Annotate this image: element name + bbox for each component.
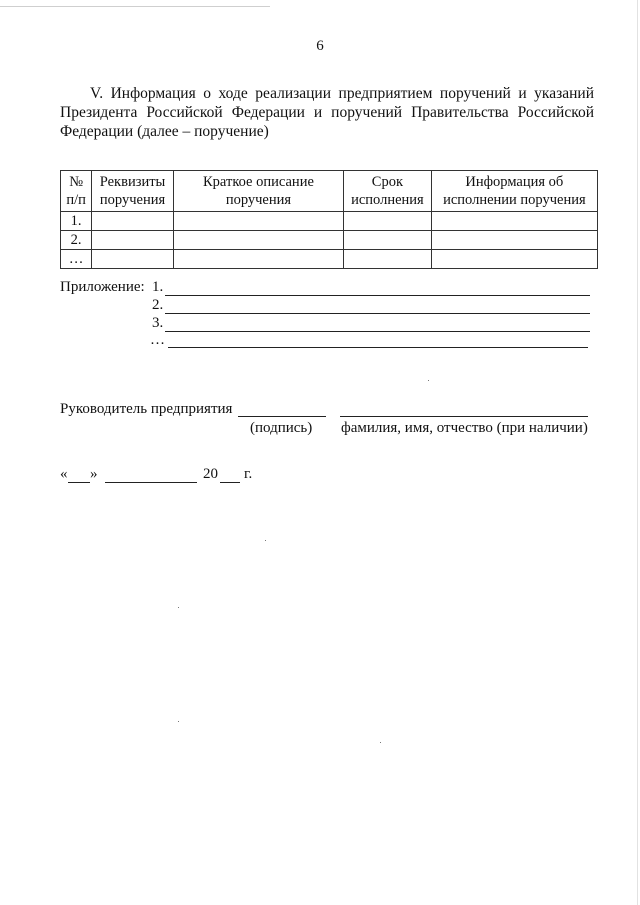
cell-description[interactable] [173,231,343,250]
table-header-row [61,171,598,212]
annex-item-number: 3. [152,315,164,331]
date-year-prefix: 20 [203,466,218,482]
scan-artifact-line [0,6,270,7]
annex-label: Приложение: [60,279,145,295]
cell-description[interactable] [173,212,343,231]
date-year-suffix: г. [244,466,253,482]
table-row [61,250,598,269]
date-open-quote: « [60,466,68,482]
annex-item-line[interactable] [165,331,590,332]
header-description: Краткое описание поручения [173,171,343,212]
date-day-line[interactable] [68,482,90,483]
annex-item-number: 1. [152,279,164,295]
table-row [61,212,598,231]
scan-speck [428,380,429,381]
annex-item-line[interactable] [165,313,590,314]
annex-item-number: 2. [152,297,164,313]
date-year-line[interactable] [220,482,240,483]
header-deadline: Срок исполнения [344,171,432,212]
page-number: 6 [316,38,324,54]
header-number: № п/п [61,171,92,212]
header-execution-info: Информация об исполнении поручения [431,171,597,212]
name-caption: фамилия, имя, отчество (при наличии) [341,420,588,436]
signature-label: Руководитель предприятия [60,401,233,417]
date-close-quote: » [90,466,98,482]
scan-speck [178,607,179,608]
cell-execution-info[interactable] [431,250,597,269]
header-requisites: Реквизиты поручения [92,171,174,212]
scan-edge [637,0,638,905]
row-number: 1. [61,212,92,231]
cell-deadline[interactable] [344,212,432,231]
cell-deadline[interactable] [344,250,432,269]
name-line[interactable] [340,416,588,417]
table-row [61,231,598,250]
section-heading [60,84,594,141]
cell-requisites[interactable] [92,250,174,269]
cell-deadline[interactable] [344,231,432,250]
row-number: … [61,250,92,269]
scan-speck [178,721,179,722]
cell-execution-info[interactable] [431,231,597,250]
date-month-line[interactable] [105,482,197,483]
signature-line[interactable] [238,416,326,417]
signature-caption: (подпись) [250,420,313,436]
section-heading-text: V. Информация о ходе реализации предприятием поручений и указаний Президента Российской Федерации и поручений Правительства Российской Федерации (далее – поручение) [60,85,594,140]
cell-execution-info[interactable] [431,212,597,231]
annex-item-line[interactable] [168,347,588,348]
cell-requisites[interactable] [92,212,174,231]
scan-speck [380,742,381,743]
annex-item-line[interactable] [165,295,590,296]
scan-speck [265,540,266,541]
annex-item-number: … [150,332,165,348]
row-number: 2. [61,231,92,250]
cell-description[interactable] [173,250,343,269]
cell-requisites[interactable] [92,231,174,250]
orders-table [60,170,598,269]
